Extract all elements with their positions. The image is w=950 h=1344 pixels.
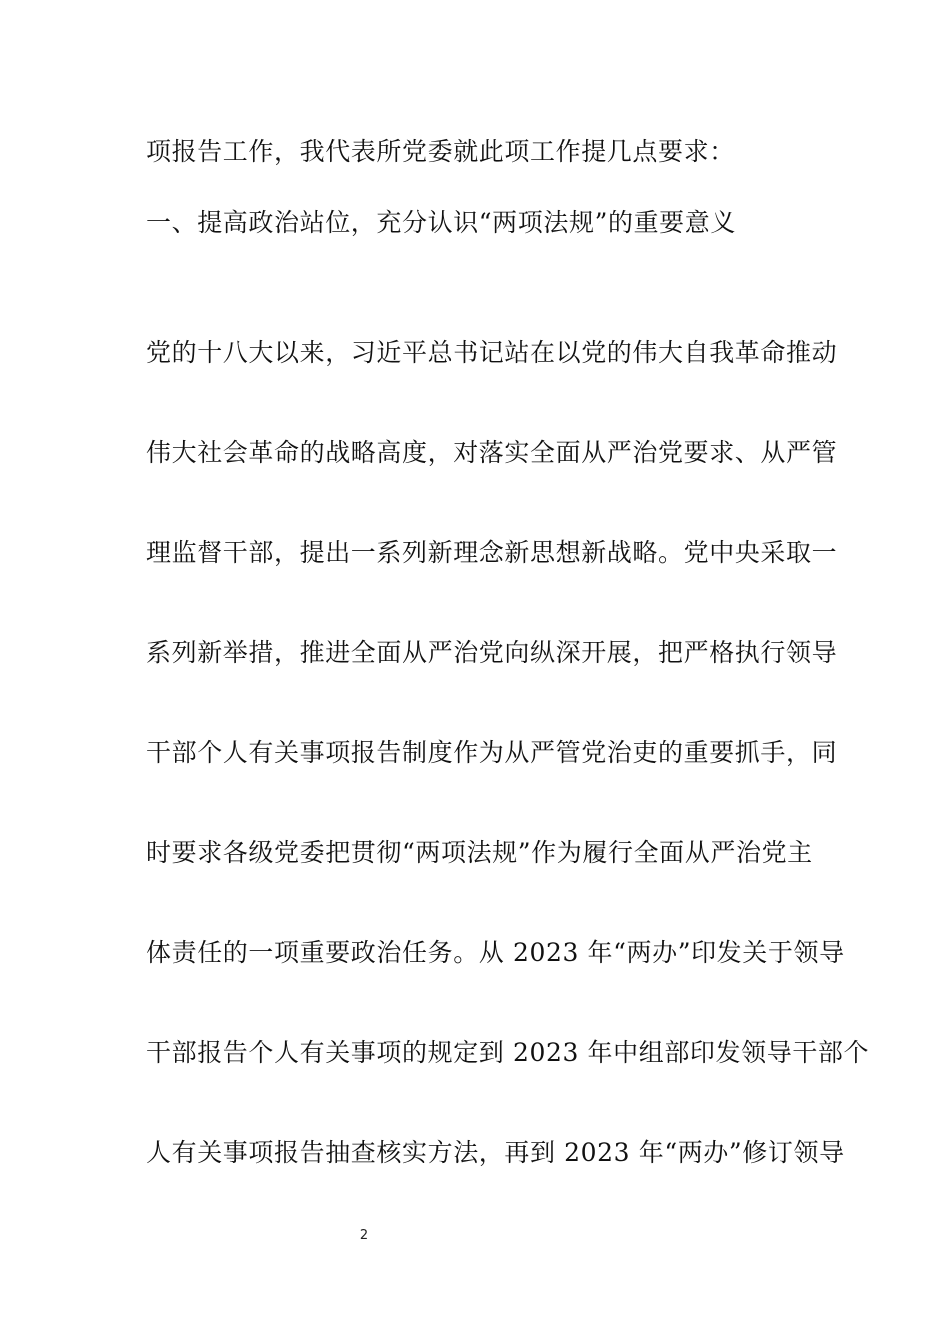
body-text-line: 人有关事项报告抽查核实方法，再到 2023 年“两办”修订领导 [146, 1138, 845, 1167]
body-text-line: 系列新举措，推进全面从严治党向纵深开展，把严格执行领导 [146, 638, 838, 667]
body-text-line: 干部个人有关事项报告制度作为从严管党治吏的重要抓手，同 [146, 738, 838, 767]
body-text-line: 伟大社会革命的战略高度，对落实全面从严治党要求、从严管 [146, 438, 838, 467]
body-text-line: 理监督干部，提出一系列新理念新思想新战略。党中央采取一 [146, 538, 838, 567]
body-text-line: 时要求各级党委把贯彻“两项法规”作为履行全面从严治党主 [146, 838, 813, 867]
page-number: 2 [359, 1228, 369, 1243]
body-text-line: 项报告工作，我代表所党委就此项工作提几点要求： [146, 137, 735, 166]
body-text-line: 党的十八大以来，习近平总书记站在以党的伟大自我革命推动 [146, 338, 838, 367]
body-text-line: 干部报告个人有关事项的规定到 2023 年中组部印发领导干部个 [146, 1038, 870, 1067]
section-heading: 一、提高政治站位，充分认识“两项法规”的重要意义 [146, 208, 736, 237]
body-text-line: 体责任的一项重要政治任务。从 2023 年“两办”印发关于领导 [146, 938, 845, 967]
